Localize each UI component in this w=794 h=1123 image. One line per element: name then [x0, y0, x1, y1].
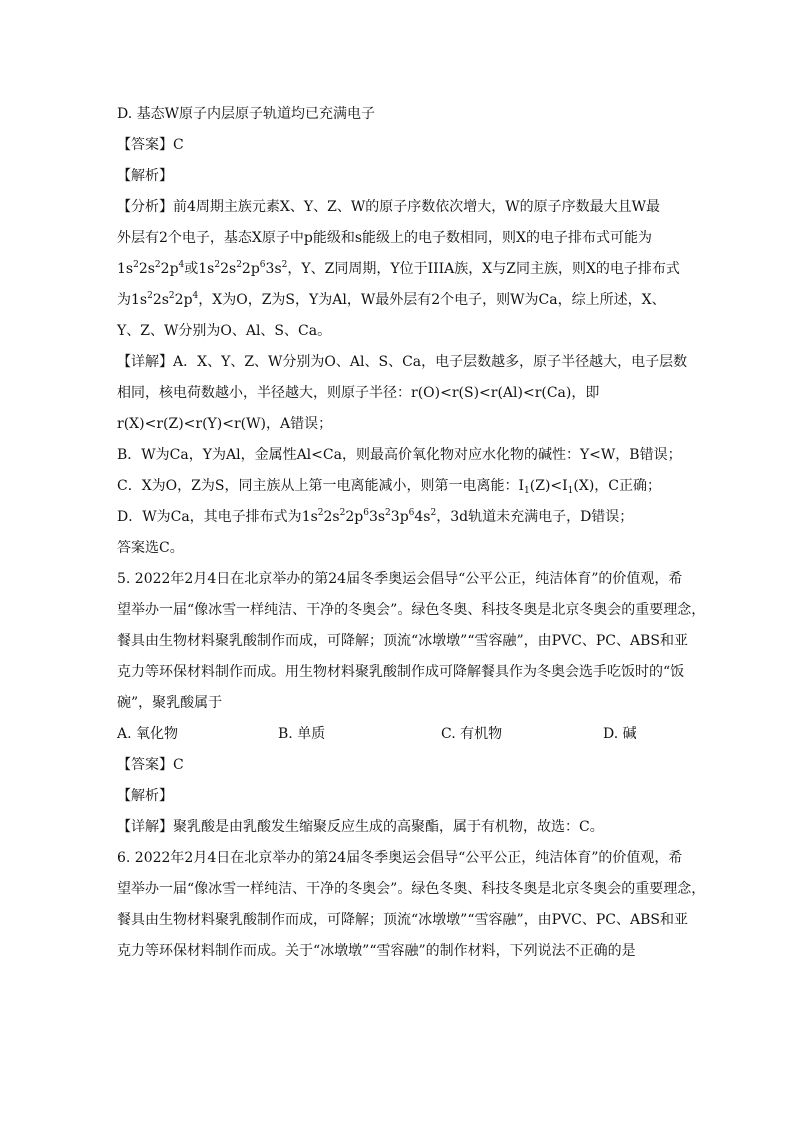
detail-tag: 【详解】 — [117, 819, 173, 835]
q6-stem-line-4: 克力等环保材料制作而成。关于“冰墩墩”“雪容融”的制作材料，下列说法不正确的是 — [117, 943, 636, 959]
q5-stem-line-3: 餐具由生物材料聚乳酸制作而成，可降解；顶流“冰墩墩”“雪容融”，由PVC、PC、ABS和亚 — [117, 633, 688, 649]
answer-tag: 【答案】 — [117, 137, 173, 153]
detail-text: D．W为Ca，其电子排布式为 — [117, 509, 302, 525]
q4-conclusion: 答案选C。 — [117, 540, 184, 556]
q5-option-c: C. 有机物 — [441, 726, 503, 742]
q4-option-d: D. 基态W原子内层原子轨道均已充满电子 — [117, 106, 376, 122]
q6-stem-line-2: 望举办一届“像冰雪一样纯洁、干净的冬奥会”。绿色冬奥、科技冬奥是北京冬奥会的重要理念， — [117, 881, 706, 897]
q5-stem-line-2: 望举办一届“像冰雪一样纯洁、干净的冬奥会”。绿色冬奥、科技冬奥是北京冬奥会的重要理念， — [117, 602, 706, 618]
q4-detail-a-line-2: 相同，核电荷数越小，半径越大，则原子半径：r(O)<r(S)<r(Al)<r(Ca)，即 — [117, 385, 600, 401]
q5-options — [117, 719, 683, 750]
fenxi-text: 为 — [117, 292, 131, 308]
q4-detail-b: B．W为Ca，Y为Al，金属性Al<Ca，则最高价氧化物对应水化物的碱性：Y<W，B错误； — [117, 447, 682, 463]
detail-text: ，3d轨道未充满电子，D错误； — [436, 509, 634, 525]
detail-text: 聚乳酸是由乳酸发生缩聚反应生成的高聚酯，属于有机物，故选：C。 — [173, 819, 604, 835]
q4-analysis-tag: 【解析】 — [117, 168, 173, 184]
q5-stem-line-4: 克力等环保材料制作而成。用生物材料聚乳酸制作成可降解餐具作为冬奥会选手吃饭时的“饭 — [117, 664, 685, 680]
q5-option-b: B. 单质 — [278, 726, 326, 742]
q5-stem-line-5: 碗”，聚乳酸属于 — [117, 695, 223, 711]
q4-fenxi-line-3 — [117, 254, 683, 285]
fenxi-text: ，Y、Z同周期，Y位于IIIA族，X与Z同主族，则X的电子排布式 — [287, 261, 680, 277]
electron-config-1: $1s^22s^22p^4$ — [117, 260, 185, 277]
q4-detail-c: C．X为O，Z为S，同主族从上第一电离能减小，则第一电离能：$I_1(Z)<I_1(X)$，C正确； — [117, 478, 662, 496]
q5-option-d: D. 碱 — [603, 726, 637, 742]
detail-tag: 【详解】 — [117, 354, 173, 370]
q4-detail-d — [117, 502, 683, 533]
detail-text: A．X、Y、Z、W分别为O、Al、S、Ca，电子层数越多，原子半径越大，电子层数 — [173, 354, 688, 370]
q4-answer — [117, 130, 683, 161]
q5-detail — [117, 812, 683, 843]
detail-text: (X)，C正确； — [573, 478, 662, 494]
q5-answer — [117, 750, 683, 781]
fenxi-text: 前4周期主族元素X、Y、Z、W的原子序数依次增大，W的原子序数最大且W最 — [173, 199, 661, 215]
q5-analysis-tag: 【解析】 — [117, 788, 173, 804]
q6-stem-line-1: 6. 2022年2月4日在北京举办的第24届冬季奥运会倡导“公平公正，纯洁体育”的价值观，希 — [117, 850, 683, 866]
fenxi-text: 或 — [184, 261, 199, 277]
q6-stem-line-3: 餐具由生物材料聚乳酸制作而成，可降解；顶流“冰墩墩”“雪容融”，由PVC、PC、ABS和亚 — [117, 912, 688, 928]
electron-config-ca: $1s^22s^22p^63s^23p^64s^2$ — [301, 508, 437, 525]
fenxi-tag: 【分析】 — [117, 199, 173, 215]
fenxi-text: ，X为O，Z为S，Y为Al，W最外层有2个电子，则W为Ca，综上所述，X、 — [198, 292, 666, 308]
answer-tag: 【答案】 — [117, 757, 173, 773]
electron-config-2: $1s^22s^22p^63s^2$ — [198, 260, 288, 277]
q5-stem-line-1: 5. 2022年2月4日在北京举办的第24届冬季奥运会倡导“公平公正，纯洁体育”的价值观，希 — [117, 571, 683, 587]
q4-fenxi-line-5: Y、Z、W分别为O、Al、S、Ca。 — [117, 323, 332, 339]
q4-fenxi-line-1 — [117, 192, 683, 223]
detail-text: (Z)<I — [529, 478, 568, 494]
answer-value: C — [173, 757, 184, 773]
q4-detail-a-line-1 — [117, 347, 688, 378]
detail-text: C．X为O，Z为S，同主族从上第一电离能减小，则第一电离能：I — [117, 478, 525, 494]
electron-config-3: $1s^22s^22p^4$ — [131, 291, 199, 308]
q4-fenxi-line-2: 外层有2个电子，基态X原子中p能级和s能级上的电子数相同，则X的电子排布式可能为 — [117, 230, 652, 246]
document-page — [117, 99, 706, 967]
q4-detail-a-line-3: r(X)<r(Z)<r(Y)<r(W)，A错误； — [117, 416, 333, 432]
q5-option-a: A. 氧化物 — [117, 726, 179, 742]
answer-value: C — [173, 137, 184, 153]
q4-fenxi-line-4 — [117, 285, 683, 316]
